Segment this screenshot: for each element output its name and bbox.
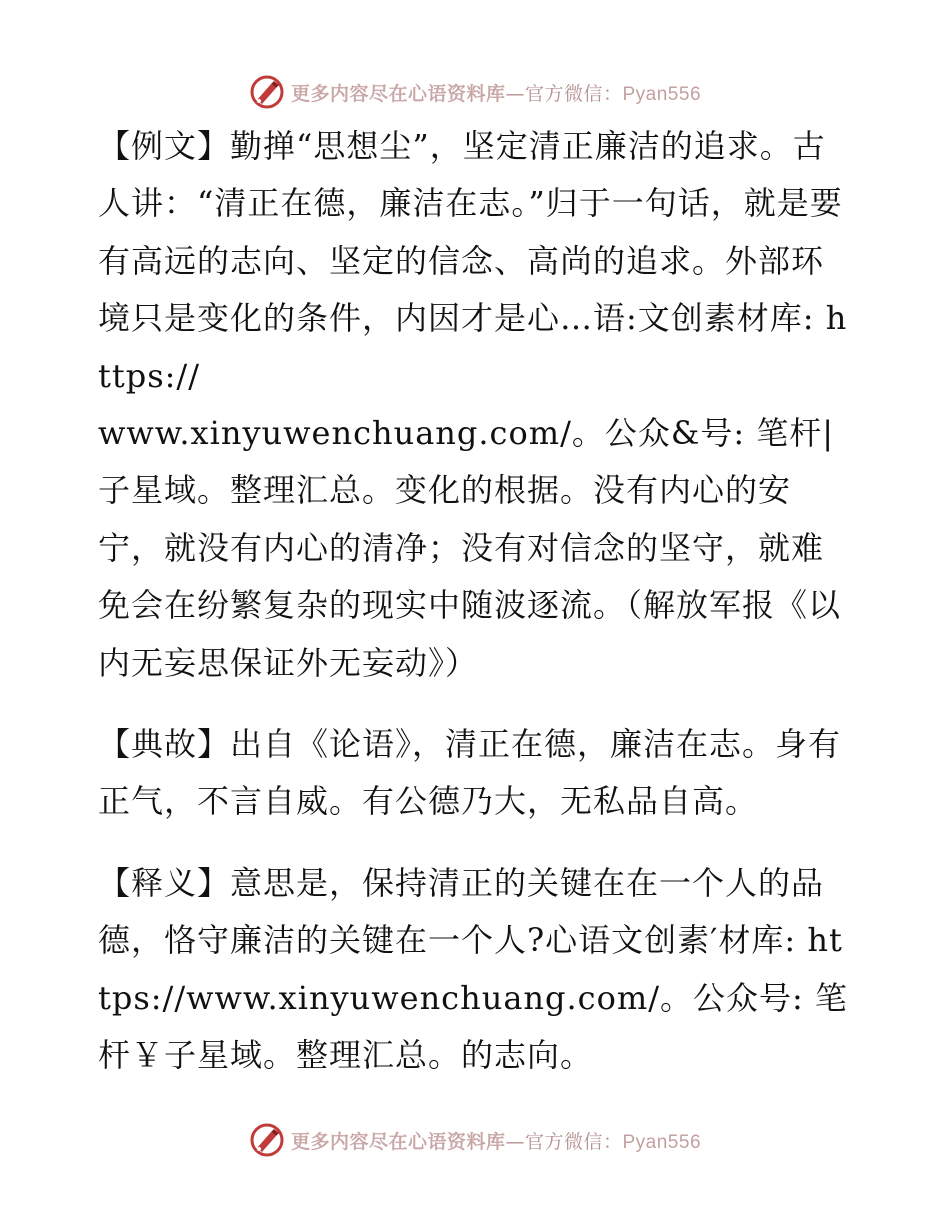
header-banner xyxy=(0,72,950,112)
paragraph-allusion: 【典故】出自《论语》，清正在德，廉洁在志。身有正气，不言自威。有公德乃大，无私品自高。 xyxy=(98,725,842,821)
banner-wechat-id: Pyan556 xyxy=(622,1131,702,1153)
paragraph-example: 【例文】勤掸“思想尘”，坚定清正廉洁的追求。古人讲：“清正在德，廉洁在志。”归于一句话，就是要有高远的志向、坚定的信念、高尚的追求。外部环境只是变化的条件，内因才是心…语:文创素材库: https:// www.xinyuwenchuang.com/。公众&号: 笔杆|子星域。整理汇总。变化的根据。没有内心的安宁，就没有内心的清净；没有对信念的坚守，就难免会在纷繁复杂的现实中随波逐流。（解放军报《以内无妄思保证外无妄动》） xyxy=(98,127,848,682)
document-body xyxy=(98,118,850,1085)
banner-title: 更多内容尽在心语资料库 xyxy=(290,82,506,105)
banner-wechat-label: 官方微信： xyxy=(524,1130,623,1153)
logo-icon xyxy=(249,74,285,110)
footer-banner xyxy=(0,1120,950,1160)
banner-wechat-label: 官方微信： xyxy=(524,82,623,105)
banner-wechat-id: Pyan556 xyxy=(622,83,702,105)
banner-title: 更多内容尽在心语资料库 xyxy=(290,1130,506,1153)
banner-separator: — xyxy=(505,1130,525,1153)
banner-separator: — xyxy=(505,82,525,105)
paragraph-interpretation: 【释义】意思是，保持清正的关键在在一个人的品德，恪守廉洁的关键在一个人?心语文创素′材库: https://www.xinyuwenchuang.com/。公众号: 笔杆￥子星域。整理汇总。的志向。 xyxy=(98,863,848,1075)
logo-icon xyxy=(249,1122,285,1158)
